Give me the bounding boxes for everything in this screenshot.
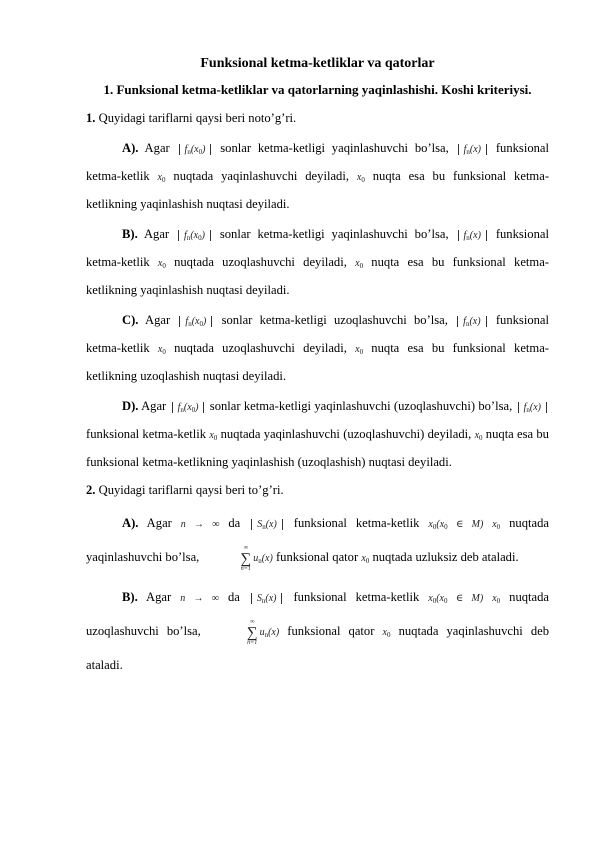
q2-b-text-6: nuqtada yaqinlashuvchi deb ataladi. — [86, 624, 550, 672]
formula-x0: $x_0$ — [157, 172, 166, 184]
q2-a-text-4: nuqtada yaqinlashuvchi bo’lsa, — [86, 516, 549, 564]
q2-b-text-4: nuqtada uzoqlashuvchi bo’lsa, — [86, 590, 550, 638]
formula-s-n-x: $S_n(x)$ — [251, 593, 283, 604]
q2-b-text-3: funksional ketma-ketlik — [293, 590, 420, 604]
q2-a-text-3: funksional ketma-ketlik — [293, 516, 420, 530]
q1-option-b[interactable] — [86, 222, 549, 302]
formula-x0: $x_0$ — [355, 344, 364, 356]
q1-c-text-4: nuqtada uzoqlashuvchi deyiladi, — [174, 341, 347, 355]
q1-a-text-3: funksional ketma-ketlik — [86, 141, 549, 183]
q1-b-text-1: Agar — [143, 227, 170, 241]
q1-d-text-4: nuqtada yaqinlashuvchi (uzoqlashuvchi) deyiladi, — [220, 427, 472, 441]
formula-x0: $x_0$ — [492, 593, 501, 605]
formula-series-sum-u-n: ∞ ∑ n=1 $u_n(x)$ — [209, 627, 279, 638]
formula-x0-in-m: $x_0(x_0$ ∈ M) — [428, 593, 484, 605]
formula-x0: $x_0$ — [157, 344, 166, 356]
formula-f-n-x0: $f_n(x_0)$ — [172, 402, 205, 413]
question-2 — [86, 478, 549, 502]
question-1-number: 1. — [86, 111, 96, 125]
q2-b-text-5: funksional qator — [287, 624, 375, 638]
q1-option-a-label: A). — [122, 141, 139, 155]
formula-n-to-infinity: n → ∞ — [180, 593, 219, 604]
formula-f-n-x: $f_n(x)$ — [518, 402, 547, 413]
document-subtitle: 1. Funksional ketma-ketliklar va qatorlarning yaqinlashishi. Koshi kriteriysi. — [103, 82, 532, 97]
q1-b-text-3: funksional ketma-ketlik — [86, 227, 549, 269]
question-2-text: Quyidagi tariflarni qaysi beri to’g’ri. — [98, 483, 284, 497]
q1-d-text-5: nuqta esa bu funksional ketma-ketlikning yaqinlashish (uzoqlashish) nuqtasi deyiladi. — [86, 427, 549, 469]
formula-f-n-x0: $f_n(x_0)$ — [178, 230, 211, 241]
formula-x0: $x_0$ — [382, 627, 391, 639]
q2-option-b-label: B). — [122, 590, 138, 604]
q2-a-text-5: funksional qator — [275, 550, 359, 564]
q1-b-text-2: sonlar ketma-ketligi yaqinlashuvchi bo’lsa, — [219, 227, 449, 241]
formula-f-n-x0: $f_n(x_0)$ — [179, 144, 212, 155]
question-1 — [86, 106, 549, 130]
q2-a-text-6: nuqtada uzluksiz deb ataladi. — [372, 550, 519, 564]
q1-a-text-4: nuqtada yaqinlashuvchi deyiladi, — [173, 169, 349, 183]
q1-a-text-2: sonlar ketma-ketligi yaqinlashuvchi bo’lsa, — [220, 141, 449, 155]
formula-f-n-x0: $f_n(x_0)$ — [179, 316, 212, 327]
document-title: Funksional ketma-ketliklar va qatorlar — [200, 56, 435, 71]
q1-d-text-1: Agar — [141, 399, 167, 413]
formula-x0: $x_0$ — [474, 430, 483, 442]
q1-b-text-5: nuqta esa bu funksional ketma-ketlikning yaqinlashish nuqtasi deyiladi. — [86, 255, 549, 297]
q2-option-a-label: A). — [122, 516, 139, 530]
q2-a-text-1: Agar — [146, 516, 172, 530]
formula-x0: $x_0$ — [157, 258, 166, 270]
formula-x0: $x_0$ — [355, 258, 364, 270]
formula-x0: $x_0$ — [209, 430, 218, 442]
formula-series-sum-u-n: ∞ ∑ n=1 $u_n(x)$ — [202, 553, 272, 564]
q2-option-b[interactable] — [86, 582, 549, 680]
sum-symbol: ∞ ∑ n=1 — [246, 618, 258, 646]
q1-option-c-label: C). — [122, 313, 139, 327]
q2-b-text-2: da — [227, 590, 240, 604]
formula-f-n-x: $f_n(x)$ — [458, 230, 487, 241]
q1-a-text-5: nuqta esa bu funksional ketma-ketlikning yaqinlashish nuqtasi deyiladi. — [86, 169, 550, 211]
formula-n-to-infinity: n → ∞ — [180, 519, 220, 530]
q1-a-text-1: Agar — [144, 141, 170, 155]
q1-option-a[interactable] — [86, 136, 549, 216]
formula-f-n-x: $f_n(x)$ — [457, 316, 486, 327]
formula-x0-in-m: $x_0(x_0$ ∈ M) — [428, 519, 484, 531]
q1-c-text-1: Agar — [144, 313, 171, 327]
q2-b-text-1: Agar — [146, 590, 172, 604]
q1-b-text-4: nuqtada uzoqlashuvchi deyiladi, — [174, 255, 347, 269]
q2-a-text-2: da — [228, 516, 241, 530]
q1-d-text-3: funksional ketma-ketlik — [86, 427, 207, 441]
q1-c-text-3: funksional ketma-ketlik — [86, 313, 549, 355]
formula-x0: $x_0$ — [492, 519, 501, 531]
question-2-number: 2. — [86, 483, 96, 497]
q1-option-c[interactable] — [86, 308, 549, 388]
formula-x0: $x_0$ — [361, 553, 370, 565]
question-1-text: Quyidagi tariflarni qaysi beri noto’g’ri. — [98, 111, 297, 125]
formula-x0: $x_0$ — [356, 172, 365, 184]
q1-c-text-2: sonlar ketma-ketligi uzoqlashuvchi bo’lsa, — [221, 313, 448, 327]
sum-symbol: ∞ ∑ n=1 — [240, 544, 252, 572]
q1-option-b-label: B). — [122, 227, 138, 241]
q1-c-text-5: nuqta esa bu funksional ketma-ketlikning uzoqlashish nuqtasi deyiladi. — [86, 341, 549, 383]
q2-option-a[interactable] — [86, 508, 549, 576]
q1-d-text-2: sonlar ketma-ketligi yaqinlashuvchi (uzoqlashuvchi) bo’lsa, — [209, 399, 513, 413]
formula-f-n-x: $f_n(x)$ — [458, 144, 487, 155]
formula-s-n-x: $S_n(x)$ — [251, 519, 283, 530]
q1-option-d[interactable] — [86, 394, 549, 474]
q1-option-d-label: D). — [122, 399, 139, 413]
